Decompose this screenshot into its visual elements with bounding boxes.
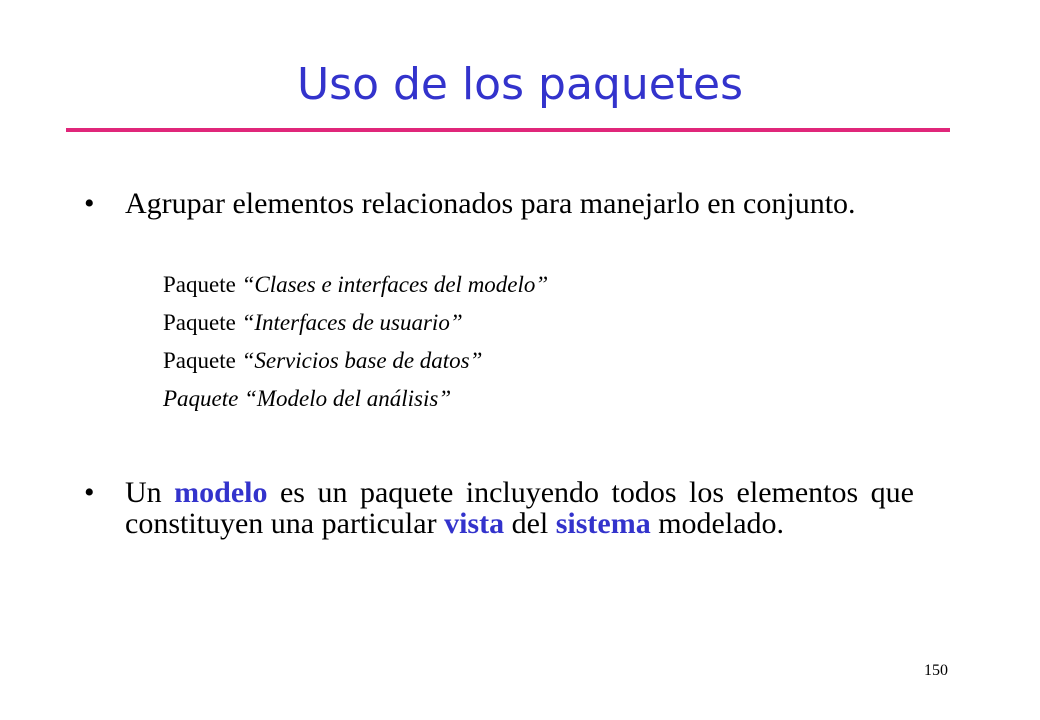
package-list (163, 267, 863, 419)
package-word: Paquete (163, 272, 236, 297)
package-item (163, 381, 863, 419)
text-run: modelado. (650, 507, 785, 540)
slide-title: Uso de los paquetes (296, 59, 744, 110)
title-underline-divider (66, 128, 950, 132)
package-item (163, 305, 863, 343)
package-item (163, 267, 863, 305)
highlight-term-vista: vista (444, 507, 505, 540)
bullet-text: Agrupar elementos relacionados para manejarlo en conjunto. (125, 187, 856, 220)
highlight-term-modelo: modelo (174, 476, 268, 509)
highlight-term-sistema: sistema (555, 507, 651, 540)
package-name: “Modelo del análisis” (244, 386, 452, 411)
bullet-item-modelo (84, 477, 914, 539)
package-word: Paquete (163, 310, 236, 335)
bullet-dot-icon: • (84, 187, 95, 220)
text-run: del (504, 507, 556, 540)
package-item (163, 343, 863, 381)
page-number: 150 (924, 662, 948, 679)
text-run: es un paquete incluyendo todos los elementos que constituyen una particular (125, 476, 914, 540)
bullet-dot-icon: • (84, 476, 95, 509)
package-word: Paquete (163, 386, 239, 411)
package-name: “Interfaces de usuario” (241, 310, 463, 335)
package-word: Paquete (163, 348, 236, 373)
bullet-text (125, 477, 914, 539)
package-name: “Servicios base de datos” (241, 348, 483, 373)
text-run: Un (125, 476, 175, 509)
bullet-item-agrupar (84, 188, 914, 219)
package-name: “Clases e interfaces del modelo” (241, 272, 549, 297)
